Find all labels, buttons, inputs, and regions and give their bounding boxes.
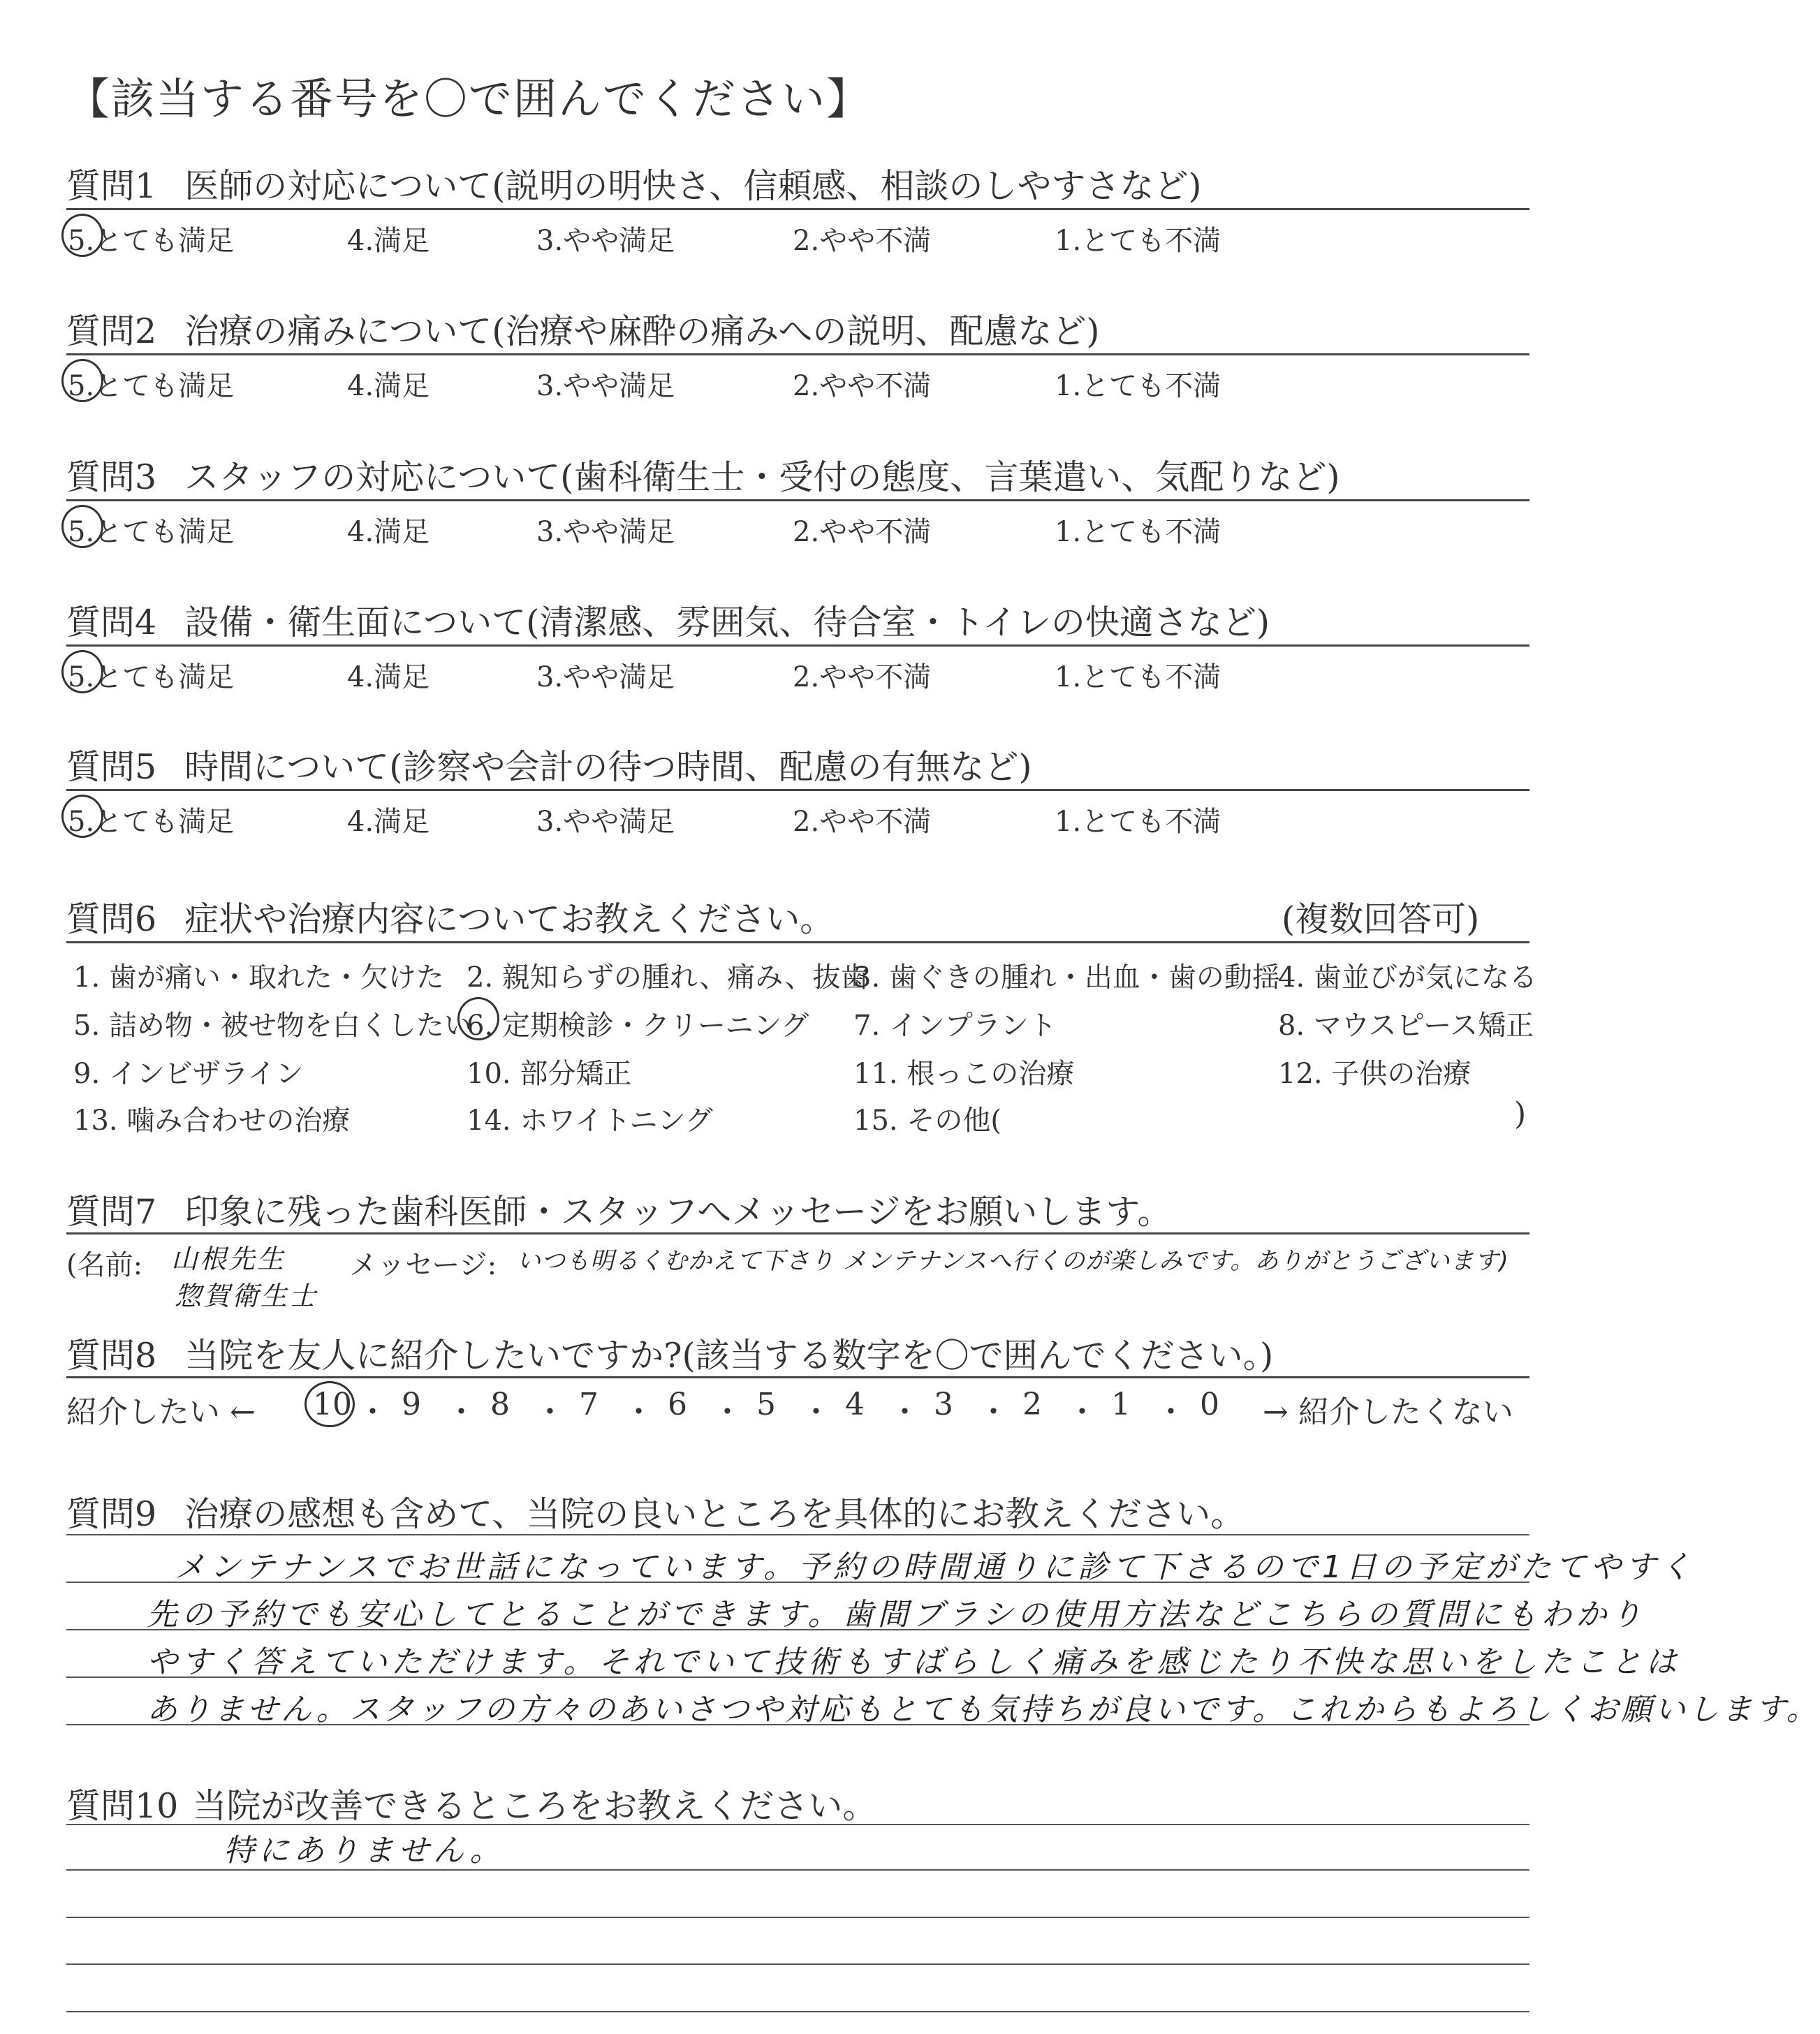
q6-option-14[interactable]: 14. ホワイトニング <box>467 1105 713 1137</box>
q4-label: 質問4 <box>66 603 157 642</box>
q7-name-line2: 惣賀衛生士 <box>175 1281 318 1311</box>
q6-selected-circle <box>457 997 499 1040</box>
q2-option-2[interactable]: 2.やや不満 <box>793 370 932 402</box>
q10-heading <box>66 1779 876 1828</box>
q7-message: いつも明るくむかえて下さり メンテナンスへ行くのが楽しみです。ありがとうございます) <box>517 1247 1509 1275</box>
q1-heading <box>66 159 1201 208</box>
q1-option-2[interactable]: 2.やや不満 <box>793 225 932 257</box>
q6-option-7[interactable]: 7. インプラント <box>853 1010 1057 1042</box>
q1-option-1[interactable]: 1.とても不満 <box>1055 225 1221 257</box>
q6-option-15[interactable]: 15. その他( <box>853 1105 1001 1137</box>
page-title: 【該当する番号を〇で囲んでください】 <box>66 73 872 124</box>
q6-option-3[interactable]: 3. 歯ぐきの腫れ・出血・歯の動揺 <box>853 961 1280 994</box>
q6-note: (複数回答可) <box>1282 899 1480 939</box>
q8-scale-separator: ・ <box>800 1394 832 1430</box>
q8-scale-value-1[interactable]: 1 <box>1111 1387 1131 1422</box>
q9-rule-4 <box>66 1724 1529 1725</box>
q6-option-8[interactable]: 8. マウスピース矯正 <box>1278 1010 1534 1042</box>
q5-option-5[interactable]: 5.とても満足 <box>68 806 235 838</box>
q2-option-3[interactable]: 3.やや満足 <box>536 370 675 402</box>
q1-selected-circle <box>61 214 103 257</box>
q3-option-4[interactable]: 4.満足 <box>347 516 430 548</box>
q8-label: 質問8 <box>66 1336 157 1376</box>
q6-other-close-paren: ) <box>1514 1096 1527 1132</box>
q5-heading <box>66 740 1032 789</box>
q9-label: 質問9 <box>66 1494 157 1534</box>
q6-heading <box>66 892 834 941</box>
q4-option-2[interactable]: 2.やや不満 <box>793 661 932 693</box>
q4-option-5[interactable]: 5.とても満足 <box>68 661 235 693</box>
q2-selected-circle <box>61 359 103 402</box>
q9-answer-line-3: やすく答えていただけます。それでいて技術もすばらしく痛みを感じたり不快な思いをしたことは <box>147 1644 1681 1680</box>
q5-option-1[interactable]: 1.とても不満 <box>1055 806 1221 838</box>
q3-option-1[interactable]: 1.とても不満 <box>1055 516 1221 548</box>
q7-text: 印象に残った歯科医師・スタッフへメッセージをお願いします。 <box>184 1192 1172 1232</box>
q1-rule <box>66 208 1529 210</box>
q3-text: スタッフの対応について(歯科衛生士・受付の態度、言葉遣い、気配りなど) <box>184 457 1340 497</box>
q1-text: 医師の対応について(説明の明快さ、信頼感、相談のしやすさなど) <box>184 166 1202 206</box>
q9-rule-3 <box>66 1676 1529 1678</box>
q6-option-10[interactable]: 10. 部分矯正 <box>467 1058 632 1090</box>
q5-option-3[interactable]: 3.やや満足 <box>536 806 675 838</box>
q5-label: 質問5 <box>66 747 157 787</box>
q3-option-5[interactable]: 5.とても満足 <box>68 516 235 548</box>
q8-scale-separator: ・ <box>623 1394 654 1430</box>
q8-scale-value-0[interactable]: 0 <box>1200 1387 1219 1422</box>
q3-rule <box>66 499 1529 501</box>
q6-option-9[interactable]: 9. インビザライン <box>73 1058 304 1090</box>
q8-scale-separator: ・ <box>978 1394 1009 1430</box>
q8-scale-separator: ・ <box>1155 1394 1187 1430</box>
q4-text: 設備・衛生面について(清潔感、雰囲気、待合室・トイレの快適さなど) <box>184 603 1270 642</box>
q6-option-2[interactable]: 2. 親知らずの腫れ、痛み、抜歯 <box>467 961 869 994</box>
q9-answer-line-4: ありません。スタッフの方々のあいさつや対応もとても気持ちが良いです。これからもよろしくお願いします。 <box>147 1692 1820 1727</box>
q9-answer-line-1: メンテナンスでお世話になっています。予約の時間通りに診て下さるので1日の予定がたてやすく <box>175 1549 1695 1585</box>
q5-selected-circle <box>61 795 103 838</box>
q8-right-label: → 紹介したくない <box>1263 1394 1513 1430</box>
q8-scale-value-2[interactable]: 2 <box>1022 1387 1042 1422</box>
q5-option-2[interactable]: 2.やや不満 <box>793 806 932 838</box>
q9-heading <box>66 1487 1245 1536</box>
q1-option-4[interactable]: 4.満足 <box>347 225 430 257</box>
q7-name-label: (名前: <box>66 1249 143 1281</box>
q4-rule <box>66 644 1529 647</box>
q5-rule <box>66 789 1529 791</box>
q2-heading <box>66 304 1099 353</box>
q1-label: 質問1 <box>66 166 157 206</box>
q10-rule-3 <box>66 1963 1529 1965</box>
q10-label: 質問10 <box>66 1786 179 1826</box>
q8-scale-separator: ・ <box>712 1394 743 1430</box>
q8-text: 当院を友人に紹介したいですか?(該当する数字を〇で囲んでください。) <box>184 1336 1274 1376</box>
q6-option-5[interactable]: 5. 詰め物・被せ物を白くしたい <box>73 1010 472 1042</box>
q2-option-5[interactable]: 5.とても満足 <box>68 370 235 402</box>
q4-option-3[interactable]: 3.やや満足 <box>536 661 675 693</box>
q10-text: 当院が改善できるところをお教えください。 <box>192 1786 877 1826</box>
q7-label: 質問7 <box>66 1192 157 1232</box>
q6-option-1[interactable]: 1. 歯が痛い・取れた・欠けた <box>73 961 444 994</box>
q9-rule-0 <box>66 1534 1529 1535</box>
q9-answer-line-2: 先の予約でも安心してとることができます。歯間ブラシの使用方法などこちらの質問にもわかり <box>147 1597 1646 1633</box>
q6-option-13[interactable]: 13. 噛み合わせの治療 <box>73 1105 351 1137</box>
q2-option-1[interactable]: 1.とても不満 <box>1055 370 1221 402</box>
q8-scale-separator: ・ <box>446 1394 477 1430</box>
q10-rule-1 <box>66 1869 1529 1871</box>
q4-option-1[interactable]: 1.とても不満 <box>1055 661 1221 693</box>
q6-rule <box>66 941 1529 943</box>
q9-text: 治療の感想も含めて、当院の良いところを具体的にお教えください。 <box>184 1494 1245 1534</box>
q4-option-4[interactable]: 4.満足 <box>347 661 430 693</box>
q8-scale-value-3[interactable]: 3 <box>934 1387 953 1422</box>
q6-text: 症状や治療内容についてお教えください。 <box>184 899 835 939</box>
q6-option-12[interactable]: 12. 子供の治療 <box>1278 1058 1472 1090</box>
q1-option-3[interactable]: 3.やや満足 <box>536 225 675 257</box>
q5-text: 時間について(診察や会計の待つ時間、配慮の有無など) <box>184 747 1032 787</box>
q8-selected-circle <box>304 1381 355 1427</box>
q2-rule <box>66 353 1529 355</box>
q8-scale-separator: ・ <box>534 1394 566 1430</box>
q7-message-label: メッセージ: <box>349 1249 497 1281</box>
q8-scale-separator: ・ <box>889 1394 920 1430</box>
q8-scale-value-10[interactable]: 10 <box>313 1387 352 1422</box>
q8-scale-separator: ・ <box>357 1394 388 1430</box>
q8-scale-value-4[interactable]: 4 <box>845 1387 865 1422</box>
q3-selected-circle <box>61 505 103 548</box>
q9-rule-1 <box>66 1582 1529 1583</box>
q5-option-4[interactable]: 4.満足 <box>347 806 430 838</box>
q4-heading <box>66 596 1270 644</box>
q3-label: 質問3 <box>66 457 157 497</box>
q6-option-6[interactable]: 6. 定期検診・クリーニング <box>467 1010 809 1042</box>
q9-rule-2 <box>66 1629 1529 1630</box>
q8-heading <box>66 1329 1273 1378</box>
q8-scale-value-6[interactable]: 6 <box>668 1387 687 1422</box>
q6-option-11[interactable]: 11. 根っこの治療 <box>853 1058 1075 1090</box>
q7-rule <box>66 1232 1529 1235</box>
q8-scale-value-9[interactable]: 9 <box>402 1387 421 1422</box>
q8-rule <box>66 1376 1529 1378</box>
q6-label: 質問6 <box>66 899 157 939</box>
q8-scale-value-7[interactable]: 7 <box>579 1387 599 1422</box>
q7-name-line1: 山根先生 <box>171 1244 286 1274</box>
q2-option-4[interactable]: 4.満足 <box>347 370 430 402</box>
q7-heading <box>66 1185 1171 1234</box>
q8-scale-value-8[interactable]: 8 <box>490 1387 510 1422</box>
q6-option-4[interactable]: 4. 歯並びが気になる <box>1278 961 1537 994</box>
q10-rule-4 <box>66 2011 1529 2012</box>
q1-option-5[interactable]: 5.とても満足 <box>68 225 235 257</box>
q8-left-label: 紹介したい ← <box>66 1394 256 1430</box>
q4-selected-circle <box>61 650 103 693</box>
q3-option-3[interactable]: 3.やや満足 <box>536 516 675 548</box>
q10-answer: 特にありません。 <box>223 1833 505 1869</box>
q8-scale-value-5[interactable]: 5 <box>756 1387 776 1422</box>
q2-text: 治療の痛みについて(治療や麻酔の痛みへの説明、配慮など) <box>184 311 1100 351</box>
q2-label: 質問2 <box>66 311 157 351</box>
q10-rule-2 <box>66 1917 1529 1918</box>
q8-scale-separator: ・ <box>1066 1394 1098 1430</box>
q3-heading <box>66 450 1340 499</box>
q3-option-2[interactable]: 2.やや不満 <box>793 516 932 548</box>
